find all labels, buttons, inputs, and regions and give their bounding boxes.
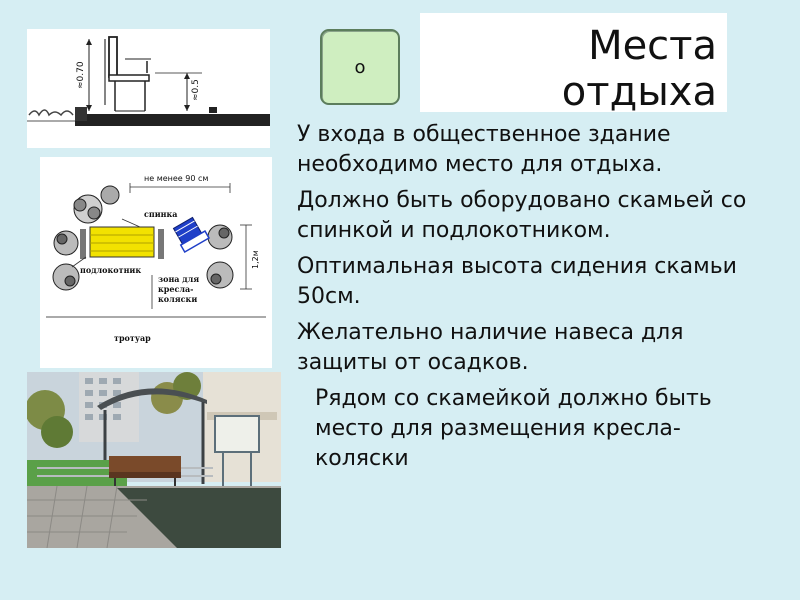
wheelchair-icon <box>172 215 209 252</box>
bench-height-drawing <box>27 29 270 148</box>
pavement-slab <box>75 114 270 126</box>
sidewalk-label: тротуар <box>114 333 151 343</box>
bench-plan-drawing <box>40 157 272 368</box>
bench-seat <box>109 75 149 81</box>
o-button-label: о <box>354 56 366 78</box>
dimension-label-seat: ≈0.5 <box>191 79 201 101</box>
paragraph-wheelchair: Рядом со скамейкой должно быть место для размещения кресла-коляски <box>315 386 712 471</box>
paragraph-entrance: У входа в общественное здание необходимо место для отдыха. <box>297 122 671 177</box>
dimension-label-back: ≈0.70 <box>76 61 86 89</box>
shrub <box>207 262 233 288</box>
armrest-label: подлокотник <box>80 265 142 275</box>
bench-height-diagram <box>27 29 270 148</box>
curb <box>75 107 87 121</box>
armrest-right <box>158 229 164 259</box>
o-button[interactable] <box>320 29 400 105</box>
wheelchair-zone-label-1: зона для <box>158 274 200 284</box>
info-board <box>215 416 259 452</box>
bench-seat-plan <box>90 227 154 257</box>
shrub <box>54 231 78 255</box>
shrub <box>53 264 79 290</box>
depth-label: 1,2м <box>251 250 260 269</box>
wheelchair-zone-label-3: коляски <box>158 294 198 304</box>
bench-plan-diagram <box>40 157 272 368</box>
min-width-label: не менее 90 см <box>144 174 209 183</box>
paragraph-height: Оптимальная высота сидения скамьи 50см. <box>297 254 737 309</box>
paragraph-bench: Должно быть оборудовано скамьей со спинкой и подлокотником. <box>297 188 747 243</box>
slide-title: Места отдыха <box>561 23 717 115</box>
grass-line <box>29 110 73 115</box>
backrest-label: спинка <box>144 209 178 219</box>
rest-area-photo-drawing <box>27 372 281 548</box>
armrest-left <box>80 229 86 259</box>
rest-area-photo <box>27 372 281 548</box>
wheelchair-zone-label-2: кресла- <box>158 284 194 294</box>
bench-photo <box>109 456 181 474</box>
shrub <box>208 225 232 249</box>
shrub <box>74 186 119 223</box>
title-box <box>420 13 727 115</box>
paragraph-canopy: Желательно наличие навеса для защиты от осадков. <box>297 320 684 375</box>
bench-backrest <box>109 37 117 77</box>
body-text <box>297 120 767 480</box>
